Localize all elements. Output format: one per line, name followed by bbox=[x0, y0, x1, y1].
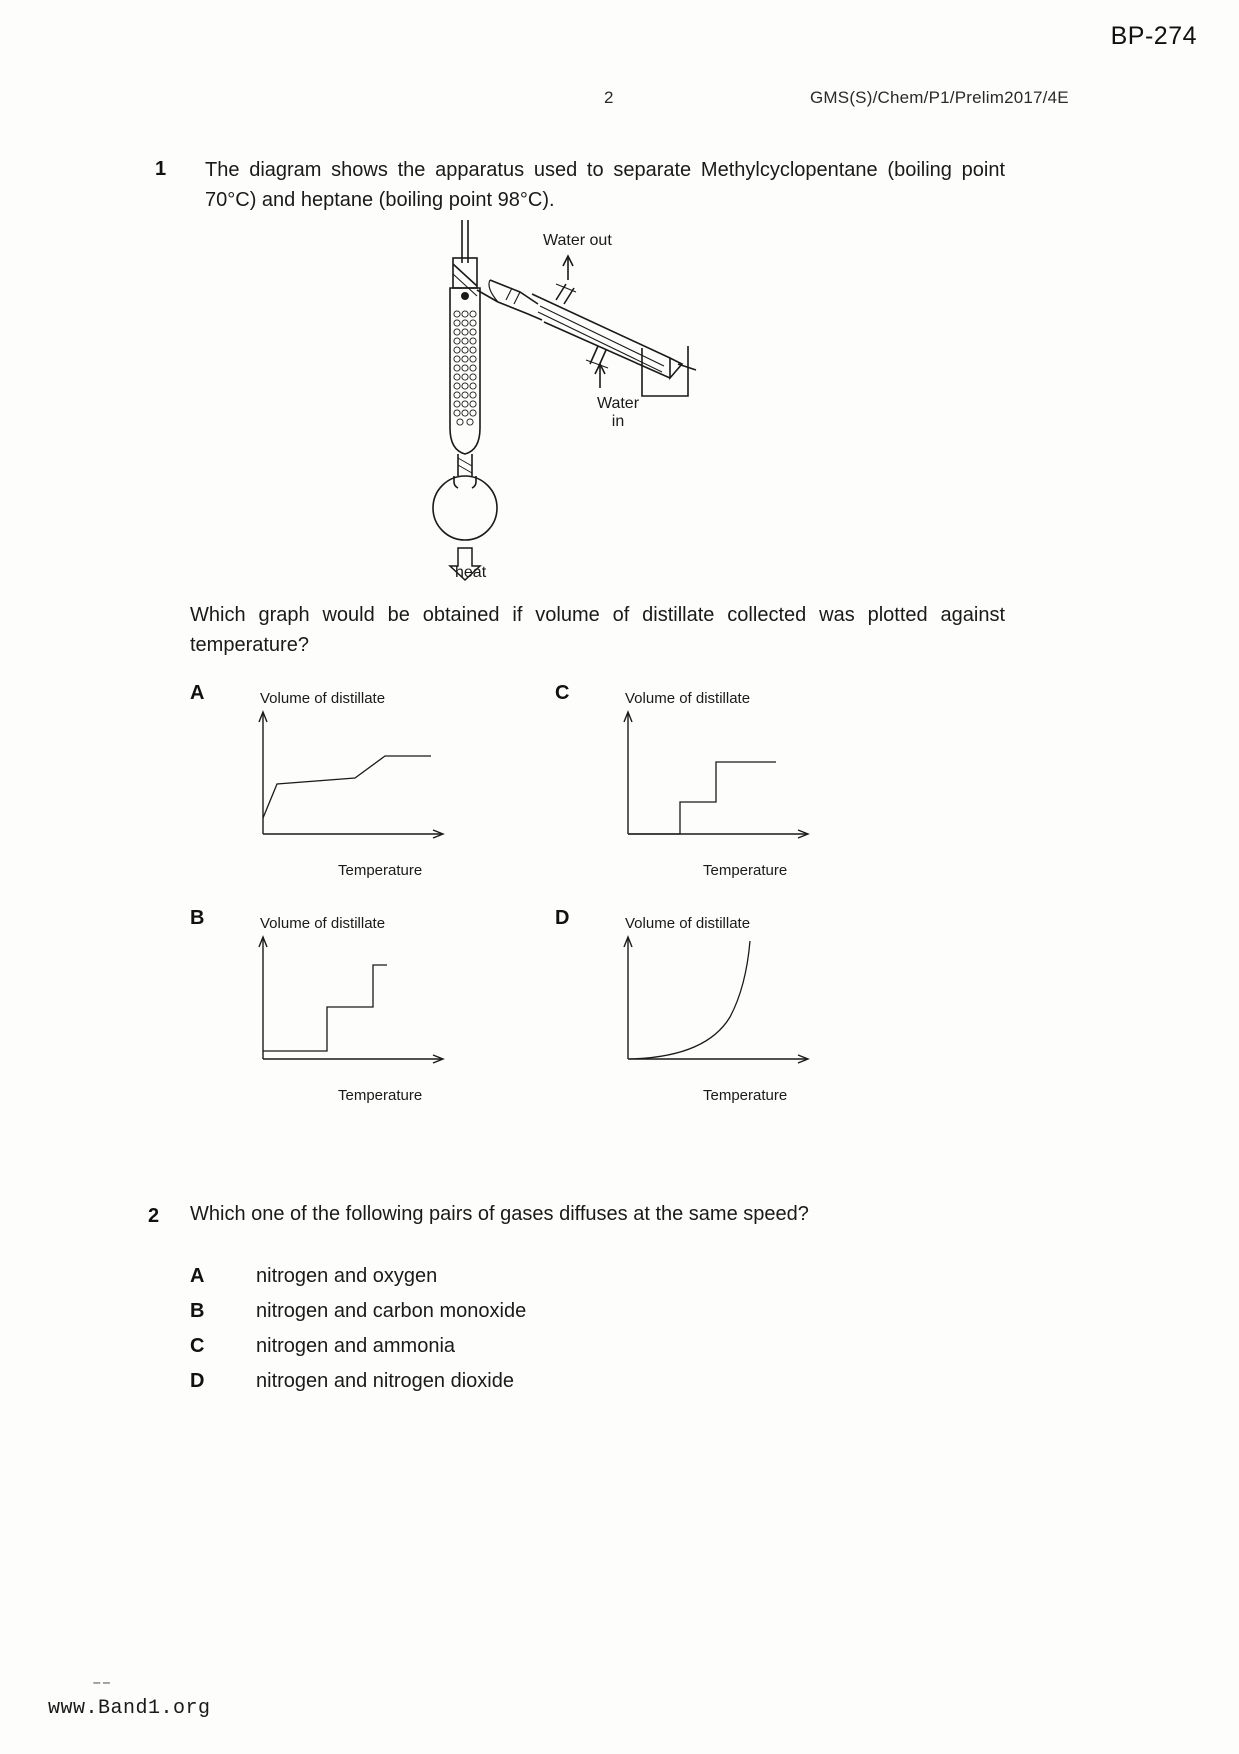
question-2-options bbox=[190, 1265, 890, 1405]
graph-option-c[interactable] bbox=[555, 680, 885, 895]
graph-option-c-letter: C bbox=[555, 682, 570, 704]
graph-option-d-plot bbox=[610, 931, 840, 1091]
paper-code: BP-274 bbox=[1110, 22, 1197, 50]
label-heat: heat bbox=[455, 564, 487, 581]
question-2-option-a-text: nitrogen and oxygen bbox=[256, 1265, 438, 1287]
graph-option-d-letter: D bbox=[555, 907, 570, 929]
question-2-option-a-key: A bbox=[190, 1265, 205, 1287]
graph-option-a-ylabel: Volume of distillate bbox=[260, 690, 386, 707]
question-2-option-d-text: nitrogen and nitrogen dioxide bbox=[256, 1370, 514, 1392]
graph-option-a[interactable] bbox=[190, 680, 520, 895]
graph-option-b-plot bbox=[245, 931, 475, 1091]
graph-option-a-plot bbox=[245, 706, 475, 866]
question-2-option-a[interactable] bbox=[190, 1265, 890, 1288]
graph-option-b-letter: B bbox=[190, 907, 205, 929]
question-2-option-b[interactable] bbox=[190, 1300, 890, 1323]
site-watermark: www.Band1.org bbox=[48, 1697, 211, 1720]
question-2-option-d-key: D bbox=[190, 1370, 205, 1392]
question-2-option-d[interactable] bbox=[190, 1370, 890, 1393]
graph-option-a-letter: A bbox=[190, 682, 205, 704]
question-1-number: 1 bbox=[155, 158, 167, 180]
graph-option-b[interactable] bbox=[190, 905, 520, 1120]
label-water-in: Water in bbox=[596, 395, 640, 431]
round-bottom-flask-icon bbox=[433, 476, 497, 540]
question-1-stem: The diagram shows the apparatus used to separate Methylcyclopentane (boiling point 70°C) and heptane (boiling point 98°C). bbox=[205, 159, 1005, 211]
label-water-out: Water out bbox=[543, 232, 612, 249]
question-2-option-b-key: B bbox=[190, 1300, 205, 1322]
footer-tick-mark: –– bbox=[92, 1674, 112, 1692]
graph-option-d-ylabel: Volume of distillate bbox=[625, 915, 751, 932]
question-2-stem: Which one of the following pairs of gases diffuses at the same speed? bbox=[190, 1203, 809, 1225]
graph-option-d[interactable] bbox=[555, 905, 885, 1120]
question-2-option-b-text: nitrogen and carbon monoxide bbox=[256, 1300, 527, 1322]
graph-option-c-ylabel: Volume of distillate bbox=[625, 690, 751, 707]
graph-option-d-xlabel: Temperature bbox=[703, 1087, 788, 1104]
question-2-option-c-key: C bbox=[190, 1335, 205, 1357]
question-2-option-c[interactable] bbox=[190, 1335, 890, 1358]
graph-option-b-ylabel: Volume of distillate bbox=[260, 915, 386, 932]
question-2-option-c-text: nitrogen and ammonia bbox=[256, 1335, 456, 1357]
graph-option-a-xlabel: Temperature bbox=[338, 862, 423, 879]
graph-option-c-plot bbox=[610, 706, 840, 866]
graph-option-c-xlabel: Temperature bbox=[703, 862, 788, 879]
exam-reference-code: GMS(S)/Chem/P1/Prelim2017/4E bbox=[810, 88, 1069, 107]
question-2-number: 2 bbox=[148, 1205, 160, 1227]
graph-option-b-xlabel: Temperature bbox=[338, 1087, 423, 1104]
beaker-icon bbox=[642, 346, 688, 396]
page-number: 2 bbox=[604, 88, 614, 107]
question-1-sub-question: Which graph would be obtained if volume of distillate collected was plotted against temperature? bbox=[190, 604, 1005, 656]
